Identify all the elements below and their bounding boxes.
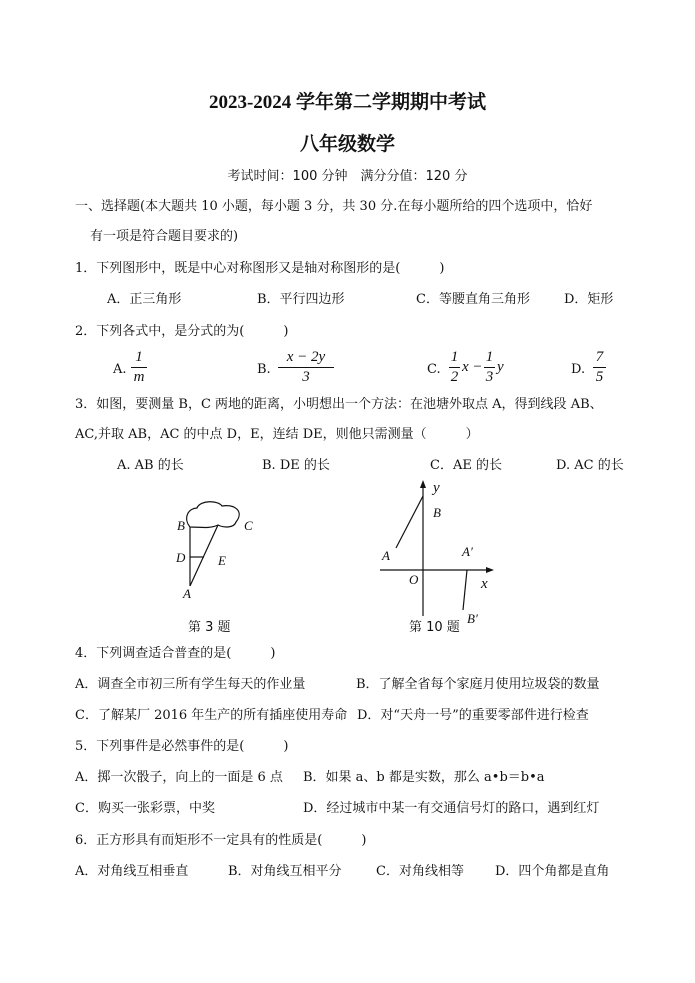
q4-option-d: D．对“天舟一号”的重要零部件进行检查: [357, 708, 589, 723]
q5-option-c: C．购买一张彩票，中奖: [75, 801, 215, 816]
q2-a-denominator: m: [133, 369, 145, 385]
q2-option-d-label: D.: [571, 362, 586, 377]
fig10-label-o: O: [409, 572, 419, 587]
q2-option-a-fraction: [131, 349, 147, 386]
x-axis-arrow: [486, 567, 494, 573]
segment-ac: [190, 525, 218, 586]
q3-stem-line1: 3．如图，要测量 B，C 两地的距离，小明想出一个方法：在池塘外取点 A，得到线段 AB、: [75, 397, 603, 412]
q1-option-a: A．正三角形: [107, 292, 182, 307]
exam-subtitle: 八年级数学: [299, 134, 395, 155]
q4-stem: 4．下列调查适合普查的是( ): [75, 646, 276, 661]
segment-ab-fig10: [396, 496, 423, 548]
fig3-label-e: E: [218, 553, 226, 568]
fig10-label-b-prime: B′: [467, 611, 478, 626]
fig10-label-b: B: [433, 505, 441, 520]
fig10-label-x: x: [481, 576, 488, 592]
q2-option-c-fraction1: [449, 349, 460, 386]
q2-option-d-fraction: [593, 349, 606, 386]
q2-a-numerator: 1: [135, 349, 143, 365]
q3-option-c: C．AE 的长: [430, 458, 502, 473]
q3-option-b: B. DE 的长: [262, 458, 330, 473]
q1-option-d: D．矩形: [564, 292, 614, 307]
q4-option-a: A．调查全市初三所有学生每天的作业量: [75, 677, 306, 692]
q1-option-c: C．等腰直角三角形: [416, 292, 530, 307]
q1-stem: 1．下列图形中，既是中心对称图形又是轴对称图形的是( ): [75, 261, 445, 276]
q1-option-b: B．平行四边形: [257, 292, 345, 307]
q2-option-c-label: C.: [427, 362, 441, 377]
fig10-label-y: y: [433, 480, 440, 496]
fig3-label-a: A: [183, 586, 191, 601]
fig3-label-c: C: [244, 518, 253, 533]
q6-stem: 6．正方形具有而矩形不一定具有的性质是( ): [75, 833, 367, 848]
q2-option-c-mid: x −: [462, 359, 483, 375]
q6-option-d: D．四个角都是直角: [495, 864, 610, 879]
q3-stem-line2: AC,并取 AB，AC 的中点 D，E，连结 DE，则他只需测量（ ）: [75, 427, 479, 442]
q2-c-f2-numerator: 1: [485, 349, 494, 365]
fig10-label-a: A: [382, 548, 390, 563]
q6-option-b: B．对角线互相平分: [228, 864, 342, 879]
q5-option-b: B．如果 a、b 都是实数，那么 a•b＝b•a: [303, 770, 545, 785]
q2-option-c-fraction2: [484, 349, 495, 386]
q2-stem: 2．下列各式中，是分式的为( ): [75, 324, 289, 339]
q6-option-a: A．对角线互相垂直: [75, 864, 189, 879]
q2-option-c-end: y: [497, 359, 504, 375]
fig3-label-d: D: [176, 550, 186, 565]
q2-b-numerator: x − 2y: [286, 349, 326, 365]
q4-option-b: B．了解全省每个家庭月使用垃圾袋的数量: [356, 677, 600, 692]
section-instruction-line1: 一、选择题(本大题共 10 小题，每小题 3 分，共 30 分.在每小题所给的四个选项中，恰好: [75, 199, 593, 214]
q2-b-denominator: 3: [302, 369, 310, 385]
q6-option-c: C．对角线相等: [376, 864, 464, 879]
y-axis-arrow: [420, 480, 426, 488]
q5-stem: 5．下列事件是必然事件的是( ): [75, 739, 289, 754]
q5-option-d: D．经过城市中某一有交通信号灯的路口，遇到红灯: [303, 801, 600, 816]
q5-option-a: A．掷一次骰子，向上的一面是 6 点: [75, 770, 283, 785]
exam-meta: 考试时间：100 分钟 满分分值：120 分: [227, 169, 468, 184]
q3-option-a: A. AB 的长: [117, 458, 184, 473]
q2-d-numerator: 7: [595, 349, 604, 365]
q2-option-b-label: B.: [257, 362, 271, 377]
exam-title: 2023-2024 学年第二学期期中考试: [208, 92, 487, 113]
q2-c-f2-denominator: 3: [485, 369, 494, 385]
fig3-label-b: B: [177, 518, 185, 533]
q2-d-denominator: 5: [595, 369, 604, 385]
q3-option-d: D. AC 的长: [556, 458, 624, 473]
fig10-label-a-prime: A′: [462, 544, 473, 559]
segment-a2b2: [463, 570, 467, 610]
q2-option-b-fraction: [278, 349, 334, 386]
pond-outline: [187, 502, 240, 528]
q2-c-f1-numerator: 1: [450, 349, 459, 365]
fig10-caption: 第 10 题: [409, 620, 460, 635]
section-instruction-line2: 有一项是符合题目要求的): [90, 229, 239, 244]
q4-option-c: C．了解某厂 2016 年生产的所有插座使用寿命: [75, 708, 348, 723]
q2-c-f1-denominator: 2: [450, 369, 459, 385]
q2-option-a-label: A.: [113, 362, 127, 377]
fig3-caption: 第 3 题: [188, 620, 231, 635]
